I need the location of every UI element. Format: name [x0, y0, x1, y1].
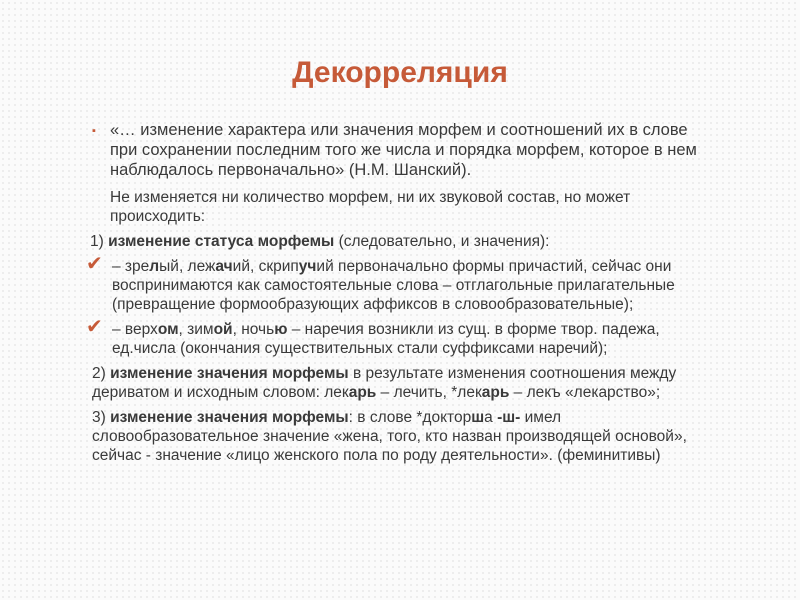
- slide-content: [86, 120, 716, 471]
- example-2-text: , ночь: [232, 321, 275, 338]
- section-3: [86, 408, 716, 465]
- section-2-heading: изменение значения морфемы: [110, 365, 349, 382]
- section-2-text: – лекъ «лекарство»;: [509, 384, 661, 401]
- example-2-morph: ом: [157, 321, 179, 338]
- example-2-morph: ю: [274, 321, 288, 338]
- section-3-morph: ш: [471, 409, 485, 426]
- section-1-heading: изменение статуса морфемы: [108, 233, 335, 250]
- example-1-morph: ач: [215, 258, 233, 275]
- section-2-morph: арь: [348, 384, 377, 401]
- checkmark-icon: ✔: [86, 316, 103, 338]
- section-1-number: 1): [90, 233, 109, 250]
- example-1-text: ий первоначально формы причастий, сейчас они воспринимаются как самостоятельные слова – отглагольные прилагательные (превращение формообразующих аффиксов в словообразовательные);: [112, 258, 675, 313]
- example-1-text: ий, скрип: [232, 258, 299, 275]
- example-2-text: – наречия возникли из сущ. в форме твор. падежа, ед.числа (окончания существительных стали суффиксами наречий);: [112, 321, 660, 357]
- section-2: [86, 364, 716, 402]
- section-2-number: 2): [92, 365, 111, 382]
- square-bullet-icon: ▪: [92, 125, 96, 137]
- intro-text: Не изменяется ни количество морфем, ни их звуковой состав, но может происходить:: [110, 189, 631, 225]
- section-3-text: : в слове *доктор: [348, 409, 472, 426]
- example-1-morph: уч: [298, 258, 317, 275]
- section-3-text: имел словообразовательное значение «жена, того, кто назван производящей основой», сейчас - значение «лицо женского пола по роду деятельности». (феминитивы): [92, 409, 687, 464]
- section-3-number: 3): [92, 409, 111, 426]
- section-3-text: а: [484, 409, 493, 426]
- section-1: [86, 232, 716, 251]
- section-3-morph: -ш-: [492, 409, 521, 426]
- example-2-morph: ой: [213, 321, 233, 338]
- section-1-rest: (следовательно, и значения):: [334, 233, 550, 250]
- example-1-morph: л: [149, 258, 160, 275]
- example-1-text: – зре: [112, 258, 150, 275]
- example-2-text: – верх: [112, 321, 158, 338]
- example-1: [86, 253, 716, 314]
- example-2: [86, 316, 716, 358]
- section-2-text: – лечить, *лек: [376, 384, 482, 401]
- example-2-text: , зим: [178, 321, 214, 338]
- section-2-morph: арь: [481, 384, 510, 401]
- section-3-heading: изменение значения морфемы: [110, 409, 349, 426]
- quote-text: «… изменение характера или значения морфем и соотношений их в слове при сохранении последним того же числа и порядка морфем, которое в нем наблюдалось первоначально» (Н.М. Шанский).: [110, 121, 697, 179]
- checkmark-icon: ✔: [86, 253, 103, 275]
- section-2-text: в результате изменения соотношения между дериватом и исходным словом: лек: [92, 365, 677, 401]
- slide-title: Декорреляция: [292, 56, 508, 89]
- quote-item: [86, 120, 716, 180]
- example-1-text: ый, леж: [159, 258, 216, 275]
